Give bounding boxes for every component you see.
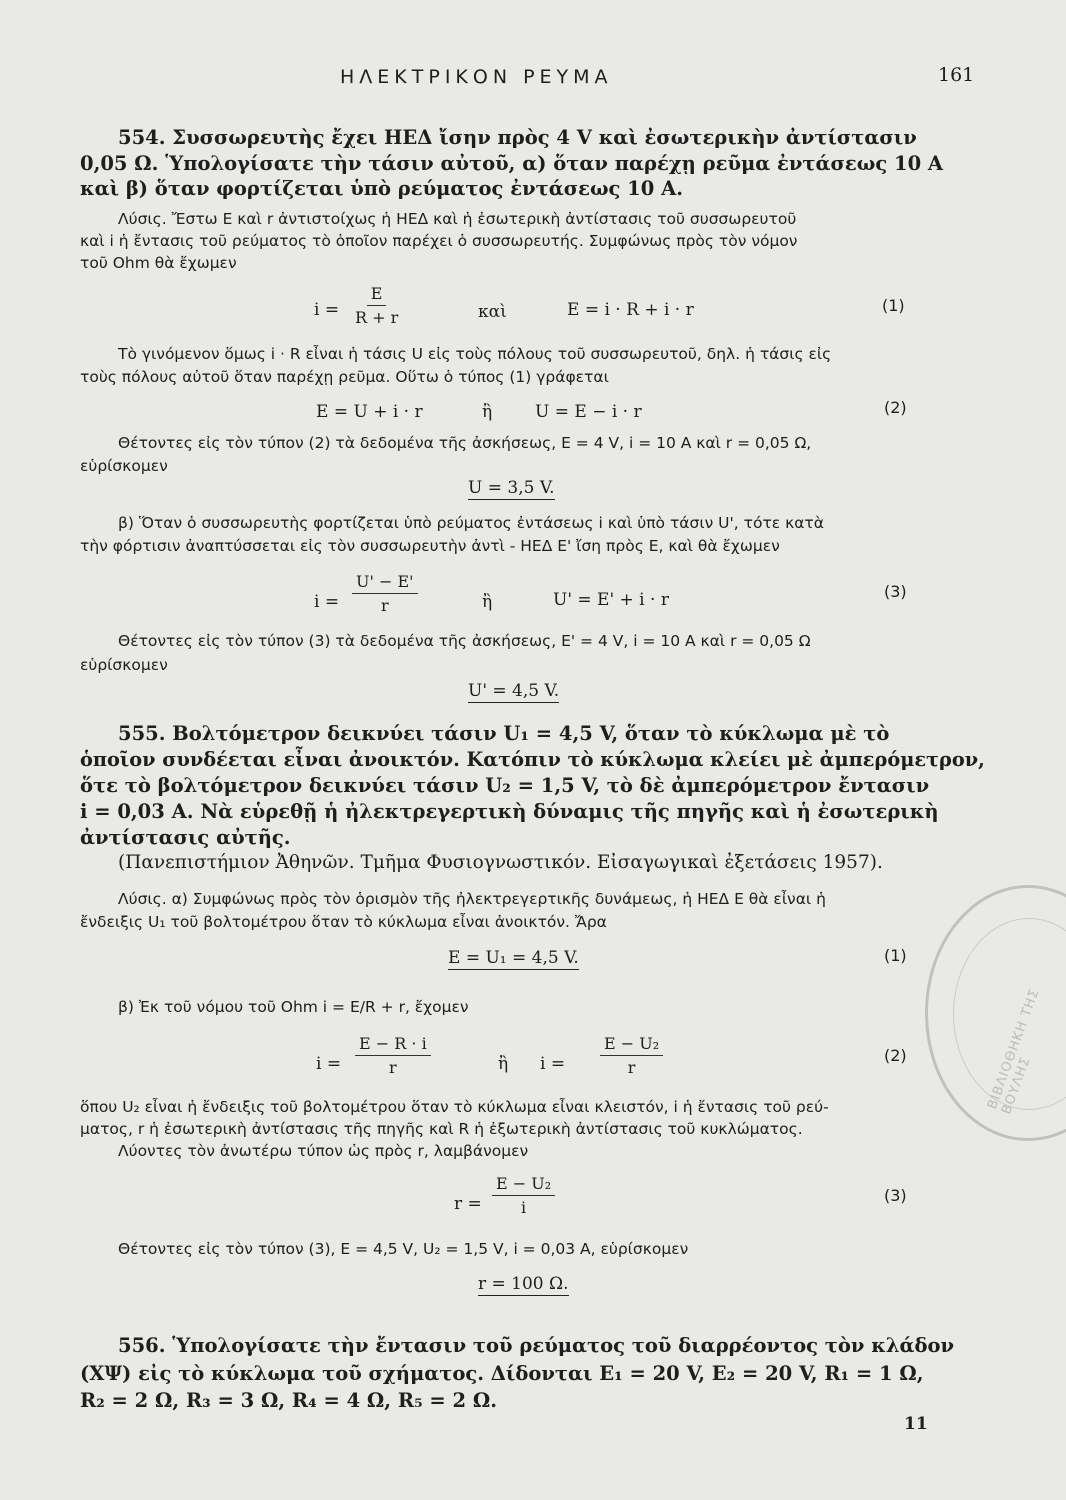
eq-555-2-denominator-a: r	[389, 1058, 397, 1077]
problem-555-line-1: 555. Βολτόμετρον δεικνύει τάσιν U₁ = 4,5 V, ὅταν τὸ κύκλωμα μὲ τὸ	[118, 722, 890, 745]
problem-554-line-1: 554. Συσσωρευτὴς ἔχει ΗΕΔ ἴσην πρὸς 4 V καὶ ἐσωτερικὴν ἀντίστασιν	[118, 126, 917, 149]
result-555-emf: E = U₁ = 4,5 V.	[448, 948, 579, 968]
solution-554-line-11: εὑρίσκομεν	[80, 656, 168, 674]
solution-555-line-3: β) Ἐκ τοῦ νόμου τοῦ Ohm i = E/R + r, ἔχομεν	[118, 998, 469, 1016]
eq-554-1-numerator: E	[367, 284, 387, 306]
eq-555-2-lhs-b: i =	[540, 1054, 566, 1074]
solution-554-line-7: εὑρίσκομεν	[80, 457, 168, 475]
running-header: ΗΛΕΚΤΡΙΚΟΝ ΡΕΥΜΑ	[340, 66, 613, 88]
solution-555-line-7: Θέτοντες εἰς τὸν τύπον (3), Ε = 4,5 V, U₂ = 1,5 V, i = 0,03 A, εὑρίσκομεν	[118, 1240, 689, 1258]
eq-554-3-denominator: r	[380, 596, 389, 615]
problem-555-line-3: ὅτε τὸ βολτόμετρον δεικνύει τάσιν U₂ = 1,5 V, τὸ δὲ ἀμπερόμετρον ἔντασιν	[80, 774, 930, 797]
eq-554-1-and: καὶ	[478, 302, 507, 322]
problem-555-line-5: ἀντίστασις αὐτῆς.	[80, 826, 291, 849]
eq-554-2-a: E = U + i · r	[316, 402, 423, 422]
problem-555-line-2: ὁποῖον συνδέεται εἶναι ἀνοικτόν. Κατόπιν τὸ κύκλωμα κλείει μὲ ἀμπερόμετρον,	[80, 748, 985, 771]
eq-555-3-fraction	[492, 1174, 555, 1218]
problem-555-line-4: i = 0,03 A. Νὰ εὑρεθῇ ἡ ἠλεκτρεγερτικὴ δύναμις τῆς πηγῆς καὶ ἡ ἐσωτερικὴ	[80, 800, 939, 823]
eq-555-3-numerator: E − U₂	[492, 1174, 555, 1196]
result-554-a: U = 3,5 V.	[468, 478, 555, 498]
eq-554-1-number: (1)	[882, 296, 905, 315]
problem-554-line-3: καὶ β) ὅταν φορτίζεται ὑπὸ ρεύματος ἐντάσεως 10 Α.	[80, 177, 684, 200]
solution-554-line-8: β) Ὅταν ὁ συσσωρευτὴς φορτίζεται ὑπὸ ρεύματος ἐντάσεως i καὶ ὑπὸ τάσιν U', τότε κατὰ	[118, 514, 824, 532]
solution-554-line-6: Θέτοντες εἰς τὸν τύπον (2) τὰ δεδομένα τῆς ἀσκήσεως, Ε = 4 V, i = 10 A καὶ r = 0,05 Ω,	[118, 434, 812, 452]
eq-554-3-numerator: U' − E'	[352, 572, 418, 594]
solution-554-line-5: τοὺς πόλους αὐτοῦ ὅταν παρέχῃ ρεῦμα. Οὕτω ὁ τύπος (1) γράφεται	[80, 368, 609, 386]
solution-555-line-5: ματος, r ἡ ἐσωτερικὴ ἀντίστασις τῆς πηγῆς καὶ R ἡ ἐξωτερικὴ ἀντίστασις τοῦ κυκλώματος.	[80, 1120, 803, 1138]
eq-554-3-fraction	[352, 572, 418, 616]
eq-555-1-number: (1)	[884, 946, 907, 965]
eq-554-2-or: ἢ	[482, 402, 493, 422]
eq-554-1-rhs: E = i · R + i · r	[567, 300, 694, 320]
eq-555-3-denominator: i	[521, 1198, 527, 1217]
solution-554-line-10: Θέτοντες εἰς τὸν τύπον (3) τὰ δεδομένα τῆς ἀσκήσεως, Ε' = 4 V, i = 10 A καὶ r = 0,05 Ω	[118, 632, 811, 650]
solution-554-line-2: καὶ i ἡ ἔντασις τοῦ ρεύματος τὸ ὁποῖον παρέχει ὁ συσσωρευτής. Συμφώνως πρὸς τὸν νόμον	[80, 232, 798, 250]
library-stamp-text: ΒΙΒΛΙΟΘΗΚΗ ΤΗΣ ΒΟΥΛΗΣ	[985, 986, 1043, 1117]
signature-mark: 11	[904, 1414, 928, 1434]
solution-555-line-4: ὅπου U₂ εἶναι ἡ ἔνδειξις τοῦ βολτομέτρου ὅταν τὸ κύκλωμα εἶναι κλειστόν, i ἡ ἔντασις τοῦ ρεύ-	[80, 1098, 829, 1116]
eq-555-2-numerator-a: E − R · i	[355, 1034, 431, 1056]
solution-554-line-1: Λύσις. Ἔστω Ε καὶ r ἀντιστοίχως ἡ ΗΕΔ καὶ ἡ ἐσωτερικὴ ἀντίστασις τοῦ συσσωρευτοῦ	[118, 210, 797, 228]
eq-554-1-fraction	[355, 284, 398, 328]
solution-555-line-2: ἔνδειξις U₁ τοῦ βολτομέτρου ὅταν τὸ κύκλωμα εἶναι ἀνοικτόν. Ἄρα	[80, 913, 607, 931]
page-number: 161	[938, 64, 975, 86]
solution-555-line-1: Λύσις. α) Συμφώνως πρὸς τὸν ὁρισμὸν τῆς ἠλεκτρεγερτικῆς δυνάμεως, ἡ ΗΕΔ Ε θὰ εἶναι ἡ	[118, 890, 826, 908]
eq-555-2-lhs: i =	[316, 1054, 342, 1074]
eq-554-2-b: U = E − i · r	[535, 402, 642, 422]
solution-554-line-4: Τὸ γινόμενον ὅμως i · R εἶναι ἡ τάσις U εἰς τοὺς πόλους τοῦ συσσωρευτοῦ, δηλ. ἡ τάσις εἰς	[118, 345, 832, 363]
solution-555-line-6: Λύοντες τὸν ἀνωτέρω τύπον ὡς πρὸς r, λαμβάνομεν	[118, 1142, 529, 1160]
eq-554-3-number: (3)	[884, 582, 907, 601]
problem-556-line-2: (ΧΨ) εἰς τὸ κύκλωμα τοῦ σχήματος. Δίδονται E₁ = 20 V, E₂ = 20 V, R₁ = 1 Ω,	[80, 1362, 924, 1385]
result-554-b: U' = 4,5 V.	[468, 681, 560, 701]
result-555-resistance: r = 100 Ω.	[478, 1274, 569, 1294]
solution-554-line-3: τοῦ Ohm θὰ ἔχωμεν	[80, 254, 237, 272]
eq-555-2-numerator-b: E − U₂	[600, 1034, 663, 1056]
problem-555-source: (Πανεπιστήμιον Ἀθηνῶν. Τμῆμα Φυσιογνωστικόν. Εἰσαγωγικαὶ ἐξετάσεις 1957).	[118, 852, 883, 873]
eq-554-3-or: ἢ	[482, 592, 493, 612]
eq-554-1-lhs: i =	[314, 300, 340, 320]
eq-554-2-number: (2)	[884, 398, 907, 417]
eq-554-3-rhs: U' = E' + i · r	[553, 590, 669, 610]
eq-555-2-denominator-b: r	[627, 1058, 636, 1077]
eq-555-2-fraction-a	[355, 1034, 431, 1078]
eq-555-2-number: (2)	[884, 1046, 907, 1065]
eq-555-3-lhs: r =	[454, 1194, 482, 1214]
eq-554-3-lhs: i =	[314, 592, 340, 612]
eq-555-2-or: ἢ	[498, 1054, 509, 1074]
eq-554-1-denominator: R + r	[355, 308, 399, 327]
problem-554-line-2: 0,05 Ω. Ὑπολογίσατε τὴν τάσιν αὐτοῦ, α) ὅταν παρέχῃ ρεῦμα ἐντάσεως 10 Α	[80, 152, 944, 175]
problem-556-line-1: 556. Ὑπολογίσατε τὴν ἔντασιν τοῦ ρεύματος τοῦ διαρρέοντος τὸν κλάδον	[118, 1334, 955, 1357]
problem-556-line-3: R₂ = 2 Ω, R₃ = 3 Ω, R₄ = 4 Ω, R₅ = 2 Ω.	[80, 1389, 498, 1412]
solution-554-line-9: τὴν φόρτισιν ἀναπτύσσεται εἰς τὸν συσσωρευτὴν ἀντὶ - ΗΕΔ Ε' ἴση πρὸς Ε, καὶ θὰ ἔχωμεν	[80, 537, 780, 555]
eq-555-3-number: (3)	[884, 1186, 907, 1205]
library-stamp	[925, 885, 1066, 1141]
eq-555-2-fraction-b	[600, 1034, 663, 1078]
